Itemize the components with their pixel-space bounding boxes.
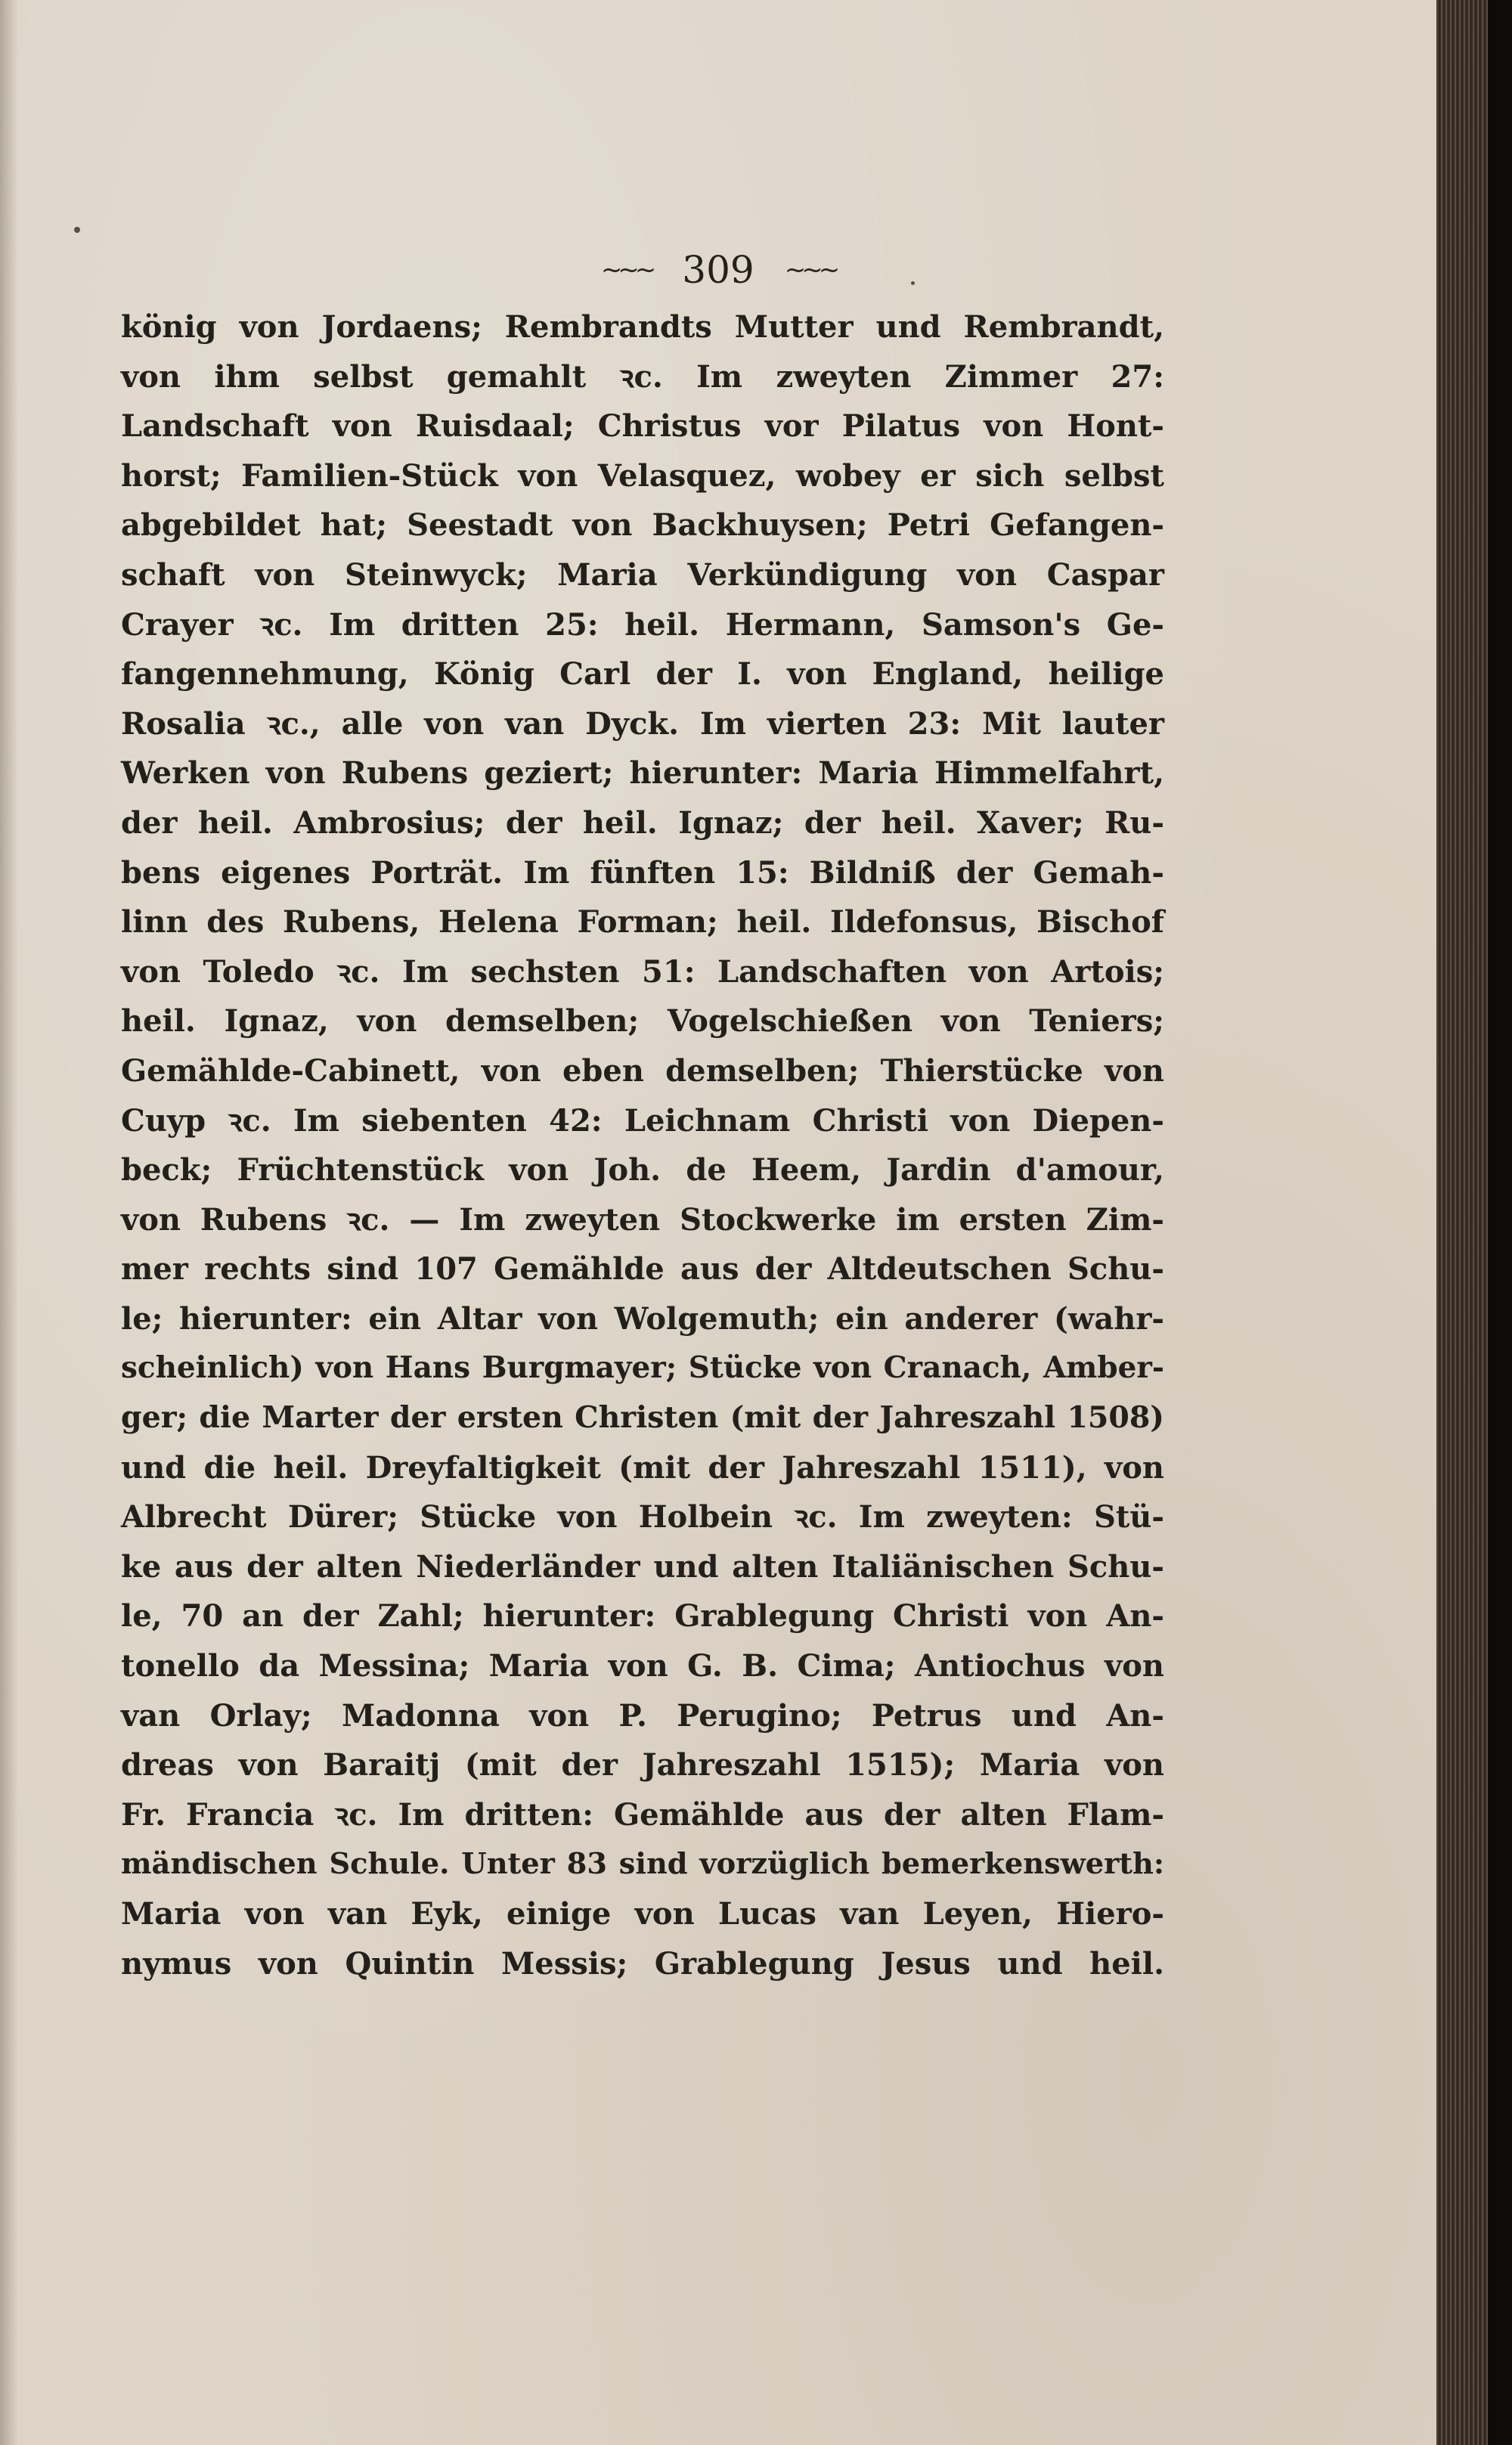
text-line: und die heil. Dreyfaltigkeit (mit der Jahreszahl 1511), von bbox=[121, 1449, 1164, 1486]
text-line: bens eigenes Porträt. Im fünften 15: Bildniß der Gemah- bbox=[121, 854, 1164, 891]
text-line: ke aus der alten Niederländer und alten Italiänischen Schu- bbox=[121, 1548, 1164, 1585]
header-ornament-right: ~~~ bbox=[784, 255, 836, 285]
text-line: linn des Rubens, Helena Forman; heil. Ildefonsus, Bischof bbox=[121, 904, 1164, 941]
text-line: dreas von Baraitj (mit der Jahreszahl 1515); Maria von bbox=[121, 1747, 1164, 1783]
text-line: beck; Früchtenstück von Joh. de Heem, Jardin d'amour, bbox=[121, 1152, 1164, 1188]
page-header bbox=[0, 243, 1436, 296]
text-line: von ihm selbst gemahlt ꝛc. Im zweyten Zimmer 27: bbox=[121, 358, 1164, 395]
text-line: van Orlay; Madonna von P. Perugino; Petrus und An- bbox=[121, 1697, 1164, 1734]
text-line: schaft von Steinwyck; Maria Verkündigung von Caspar bbox=[121, 556, 1164, 593]
header-ornament-left: ~~~ bbox=[600, 255, 652, 285]
page-number: 309 bbox=[682, 248, 754, 292]
text-line: von Rubens ꝛc. — Im zweyten Stockwerke im ersten Zim- bbox=[121, 1201, 1164, 1238]
text-line: Maria von van Eyk, einige von Lucas van Leyen, Hiero- bbox=[121, 1896, 1164, 1932]
text-line: mer rechts sind 107 Gemählde aus der Altdeutschen Schu- bbox=[121, 1251, 1164, 1288]
text-line: Landschaft von Ruisdaal; Christus vor Pilatus von Hont- bbox=[121, 408, 1164, 445]
text-line: könig von Jordaens; Rembrandts Mutter und Rembrandt, bbox=[121, 309, 1164, 345]
text-line: nymus von Quintin Messis; Grablegung Jesus und heil. bbox=[121, 1945, 1164, 1982]
text-line: abgebildet hat; Seestadt von Backhuysen; Petri Gefangen- bbox=[121, 507, 1164, 544]
text-line: Werken von Rubens geziert; hierunter: Maria Himmelfahrt, bbox=[121, 755, 1164, 792]
text-line: le; hierunter: ein Altar von Wolgemuth; ein anderer (wahr- bbox=[121, 1300, 1164, 1337]
text-line: scheinlich) von Hans Burgmayer; Stücke von Cranach, Amber- bbox=[121, 1350, 1164, 1386]
text-line: Cuyp ꝛc. Im siebenten 42: Leichnam Christi von Diepen- bbox=[121, 1102, 1164, 1139]
body-text bbox=[121, 302, 1164, 1988]
text-line: heil. Ignaz, von demselben; Vogelschießen von Teniers; bbox=[121, 1003, 1164, 1040]
text-line: ger; die Marter der ersten Christen (mit der Jahreszahl 1508) bbox=[121, 1400, 1164, 1436]
text-line: Rosalia ꝛc., alle von van Dyck. Im vierten 23: Mit lauter bbox=[121, 705, 1164, 742]
text-line: tonello da Messina; Maria von G. B. Cima; Antiochus von bbox=[121, 1648, 1164, 1684]
page-gutter-shadow bbox=[0, 0, 18, 2445]
text-line: fangennehmung, König Carl der I. von England, heilige bbox=[121, 656, 1164, 693]
text-line: mändischen Schule. Unter 83 sind vorzüglich bemerkenswerth: bbox=[121, 1847, 1164, 1882]
text-line: Albrecht Dürer; Stücke von Holbein ꝛc. Im zweyten: Stü- bbox=[121, 1499, 1164, 1535]
text-line: horst; Familien-Stück von Velasquez, wobey er sich selbst bbox=[121, 457, 1164, 494]
text-line: Gemählde-Cabinett, von eben demselben; Thierstücke von bbox=[121, 1052, 1164, 1089]
text-line: Fr. Francia ꝛc. Im dritten: Gemählde aus der alten Flam- bbox=[121, 1796, 1164, 1833]
text-line: le, 70 an der Zahl; hierunter: Grablegung Christi von An- bbox=[121, 1598, 1164, 1635]
book-spine bbox=[1488, 0, 1512, 2445]
text-line: von Toledo ꝛc. Im sechsten 51: Landschaften von Artois; bbox=[121, 953, 1164, 990]
text-line: der heil. Ambrosius; der heil. Ignaz; der heil. Xaver; Ru- bbox=[121, 804, 1164, 841]
text-line: Crayer ꝛc. Im dritten 25: heil. Hermann, Samson's Ge- bbox=[121, 606, 1164, 643]
paper-spot bbox=[74, 227, 80, 233]
